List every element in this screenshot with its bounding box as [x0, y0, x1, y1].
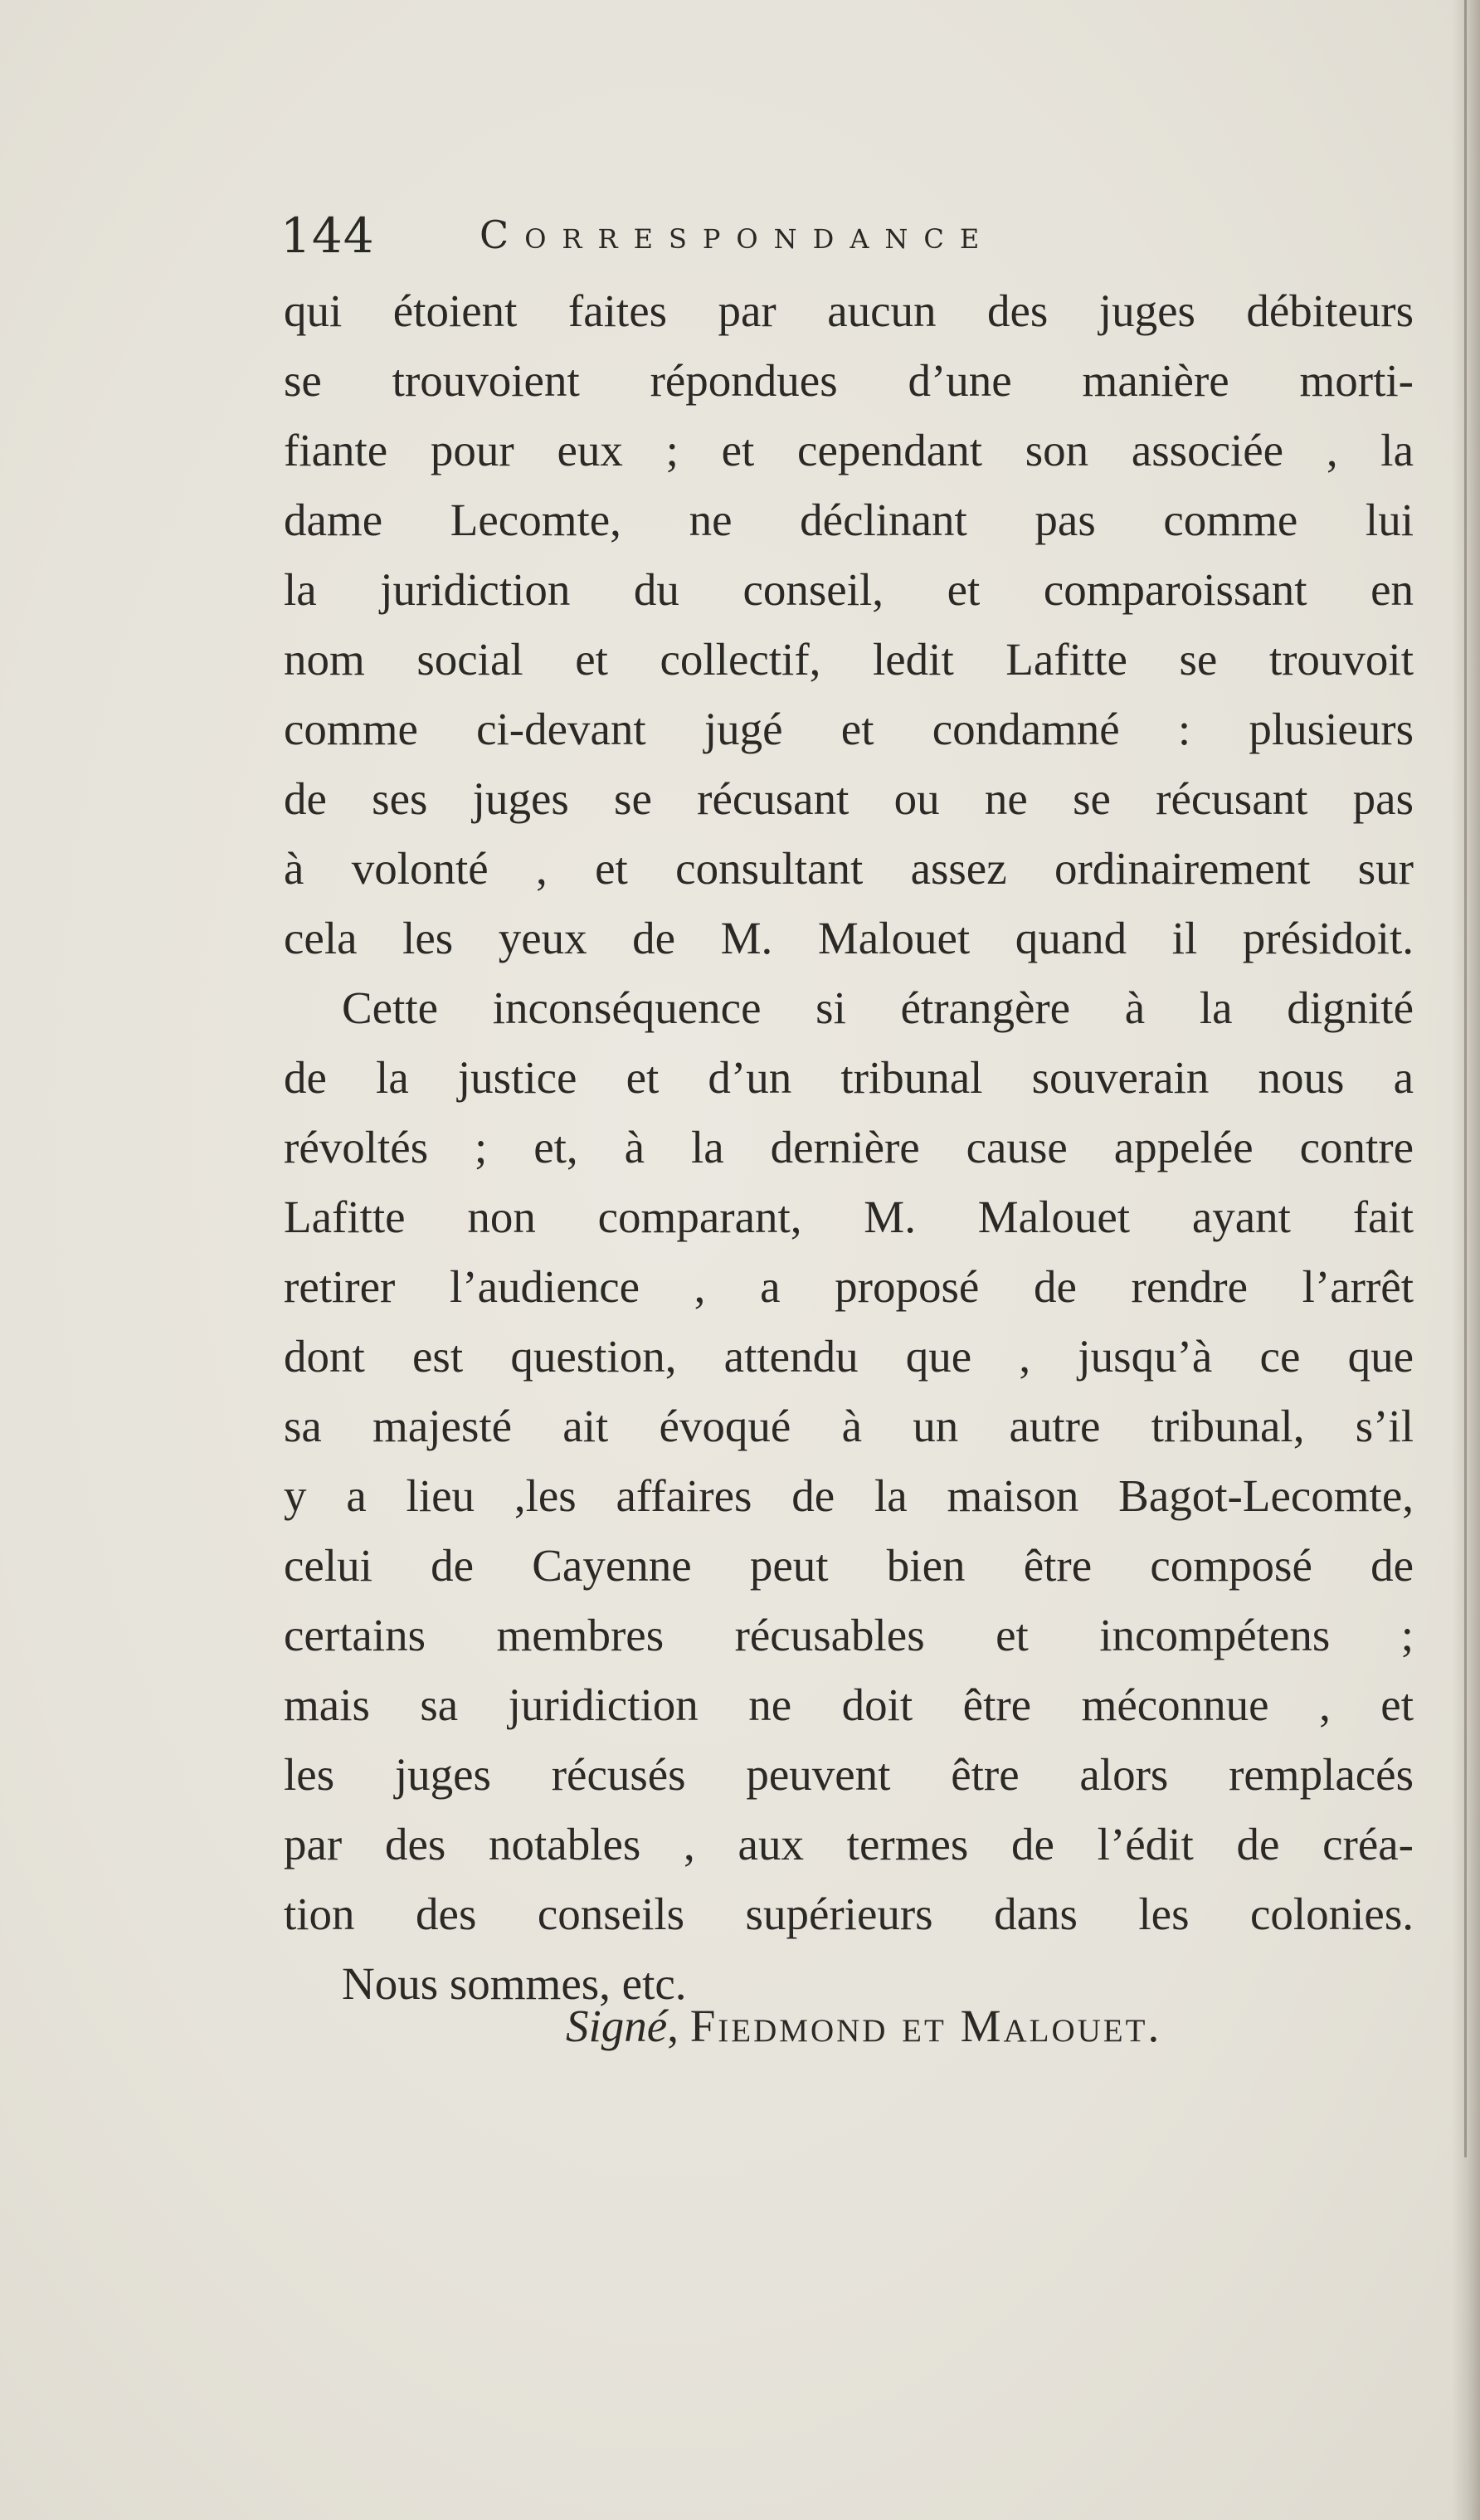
- text-line: tion des conseils supérieurs dans les colonies.: [284, 1889, 1414, 1939]
- signature-separator: ,: [667, 2001, 690, 2051]
- text-line: dont est question, attendu que , jusqu’à ce que: [284, 1331, 1414, 1382]
- page-number: 144: [280, 207, 375, 264]
- text-line: celui de Cayenne peut bien être composé de: [284, 1540, 1414, 1591]
- text-line: par des notables , aux termes de l’édit de créa-: [284, 1819, 1414, 1869]
- running-head: [280, 197, 1409, 272]
- text-line: mais sa juridiction ne doit être méconnue , et: [284, 1679, 1414, 1730]
- running-title: Correspondance: [480, 212, 996, 257]
- text-line: y a lieu ,les affaires de la maison Bagot-Lecomte,: [284, 1470, 1414, 1521]
- text-line: la juridiction du conseil, et comparoissant en: [284, 564, 1414, 615]
- text-line: de la justice et d’un tribunal souverain nous a: [284, 1052, 1414, 1103]
- body-text: [284, 276, 1414, 2019]
- text-line: Nous sommes, etc.: [342, 1958, 687, 2009]
- text-line: cela les yeux de M. Malouet quand il présidoit.: [284, 913, 1414, 963]
- text-line: les juges récusés peuvent être alors remplacés: [284, 1749, 1414, 1800]
- text-line: retirer l’audience , a proposé de rendre l’arrêt: [284, 1261, 1414, 1312]
- text-line: comme ci-devant jugé et condamné : plusieurs: [284, 704, 1414, 754]
- text-line: Lafitte non comparant, M. Malouet ayant fait: [284, 1192, 1414, 1242]
- page-edge-line: [1464, 0, 1467, 2157]
- text-line: révoltés ; et, à la dernière cause appelée contre: [284, 1122, 1414, 1172]
- text-line: dame Lecomte, ne déclinant pas comme lui: [284, 495, 1414, 545]
- text-line: se trouvoient répondues d’une manière morti-: [284, 355, 1414, 406]
- text-line: sa majesté ait évoqué à un autre tribunal, s’il: [284, 1401, 1414, 1451]
- text-line: à volonté , et consultant assez ordinairement sur: [284, 843, 1414, 894]
- signature-names: Fiedmond et Malouet.: [689, 2001, 1162, 2051]
- text-line: nom social et collectif, ledit Lafitte se trouvoit: [284, 634, 1414, 685]
- text-line: fiante pour eux ; et cependant son associée , la: [284, 425, 1414, 475]
- text-line: de ses juges se récusant ou ne se récusant pas: [284, 773, 1414, 824]
- text-line: Cette inconséquence si étrangère à la dignité: [342, 982, 1414, 1033]
- text-line: certains membres récusables et incompétens ;: [284, 1610, 1414, 1660]
- signature-signe: Signé: [566, 2001, 668, 2051]
- signature-line: [566, 1991, 1161, 2061]
- text-line: qui étoient faites par aucun des juges débiteurs: [284, 285, 1414, 336]
